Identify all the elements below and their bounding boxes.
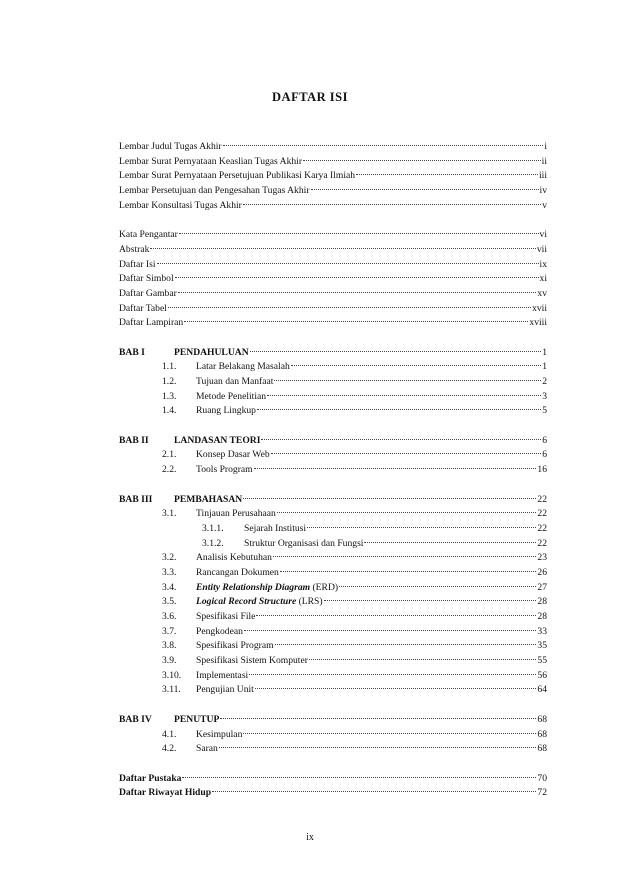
toc-entry-suffix: (LRS) (296, 596, 323, 608)
toc-entry-number: 3.1.1. (202, 522, 224, 534)
toc-entry-label: Lembar Judul Tugas Akhir (119, 141, 222, 152)
toc-entry[interactable] (119, 346, 547, 361)
toc-entry-label: Lembar Surat Pernyataan Persetujuan Publikasi Karya Ilmiah (119, 170, 356, 182)
toc-entry-page: 22 (537, 508, 547, 520)
toc-entry-label: Kata Pengantar (119, 229, 178, 241)
toc-entry-page: 28 (537, 611, 547, 622)
toc-entry-label: Ruang Lingkup (196, 405, 256, 417)
toc-entry[interactable] (119, 272, 547, 287)
toc-entry-label: Spesifikasi File (196, 611, 256, 622)
toc-entry[interactable] (119, 786, 547, 801)
toc-entry[interactable] (119, 595, 547, 610)
toc-entry[interactable] (119, 493, 547, 508)
dot-leader (184, 321, 528, 322)
toc-entry-number: 1.1. (162, 361, 177, 373)
toc-entry-page: iii (539, 170, 547, 182)
dot-leader (273, 556, 536, 557)
dot-leader (243, 498, 536, 499)
toc-entry-label: Spesifikasi Sistem Komputer (196, 655, 308, 667)
dot-leader (150, 248, 535, 249)
toc-entry[interactable] (119, 258, 547, 273)
toc-entry[interactable] (119, 448, 547, 463)
dot-leader (303, 160, 541, 161)
toc-entry-label: Entity Relationship Diagram (196, 581, 311, 593)
toc-entry[interactable] (119, 360, 547, 375)
toc-entry-label: Metode Penelitian (196, 390, 267, 402)
toc-entry[interactable] (119, 772, 547, 787)
toc-entry-page: 70 (537, 772, 547, 784)
toc-entry[interactable] (119, 551, 547, 566)
toc-entry[interactable] (119, 155, 547, 170)
toc-entry-label: LANDASAN TEORI (174, 434, 261, 446)
toc-entry[interactable] (119, 140, 547, 155)
toc-entry-label: Kesimpulan (196, 728, 243, 740)
toc-entry-page: 22 (537, 522, 547, 534)
dot-leader (220, 718, 536, 719)
toc-entry-label: Spesifikasi Program (196, 640, 274, 652)
toc-entry-page: i (544, 141, 547, 152)
toc-entry[interactable] (119, 566, 547, 581)
dot-leader (261, 439, 541, 440)
dot-leader (275, 644, 537, 645)
toc-entry-label: Konsep Dasar Web (196, 449, 270, 461)
toc-entry-number: 1.4. (162, 405, 177, 417)
toc-entry-page: 2 (542, 376, 547, 387)
toc-entry-number: 3.10. (162, 669, 182, 681)
toc-entry-page: 27 (537, 581, 547, 593)
dot-leader (271, 453, 542, 454)
toc-entry-page: 64 (537, 684, 547, 696)
toc-entry-label: Struktur Organisasi dan Fungsi (244, 537, 364, 549)
toc-entry-page: 16 (537, 464, 547, 476)
toc-entry-number: 3.1. (162, 508, 177, 520)
dot-leader (257, 409, 541, 410)
toc-entry-number: BAB IV (119, 713, 152, 725)
toc-entry-number: 3.11. (162, 684, 181, 696)
toc-entry-number: 1.3. (162, 390, 177, 402)
toc-entry-number: 3.2. (162, 552, 177, 564)
toc-entry-number: 3.9. (162, 655, 177, 667)
dot-leader (255, 688, 537, 689)
toc-entry-page: 3 (542, 390, 547, 402)
toc-entry-page: 33 (537, 625, 547, 637)
toc-entry-label: Pengkodean (196, 625, 243, 637)
toc-entry[interactable] (119, 404, 547, 419)
dot-leader (179, 233, 539, 234)
toc-entry-number: 3.8. (162, 640, 177, 652)
dot-leader (182, 777, 536, 778)
dot-leader (244, 630, 537, 631)
toc-entry-label: Lembar Persetujuan dan Pengesahan Tugas Akhir (119, 185, 310, 197)
toc-entry-page: ix (539, 258, 547, 270)
toc-entry-number: 2.2. (162, 464, 177, 476)
toc-entry[interactable] (119, 610, 547, 625)
dot-leader (219, 747, 537, 748)
toc-entry[interactable] (119, 302, 547, 317)
toc-entry[interactable] (119, 507, 547, 522)
dot-leader (309, 659, 536, 660)
toc-entry-page: 68 (537, 728, 547, 740)
dot-leader (356, 174, 538, 175)
toc-entry[interactable] (119, 434, 547, 449)
toc-entry-label: Abstrak (119, 243, 150, 255)
toc-entry-number: BAB I (119, 346, 145, 358)
toc-entry-page: 23 (537, 552, 547, 564)
dot-leader (307, 527, 536, 528)
toc-entry[interactable] (119, 287, 547, 302)
toc-entry-page: vii (536, 243, 547, 255)
dot-leader (212, 791, 536, 792)
dot-leader (311, 189, 539, 190)
toc-entry[interactable] (119, 199, 547, 214)
dot-leader (364, 542, 536, 543)
toc-entry[interactable] (119, 316, 547, 331)
toc-entry-label: Implementasi (196, 669, 249, 681)
dot-leader (157, 263, 539, 264)
toc-spacer (119, 757, 547, 772)
toc-entry-number: BAB III (119, 493, 153, 505)
toc-entry-page: 28 (537, 596, 547, 608)
toc-entry-label: Daftar Riwayat Hidup (119, 787, 212, 799)
toc-entry[interactable] (119, 169, 547, 184)
toc-entry-number: 3.3. (162, 566, 177, 578)
toc-entry-page: xv (537, 287, 547, 299)
toc-entry-label: Logical Record Structure (196, 596, 297, 608)
dot-leader (175, 277, 539, 278)
dot-leader (178, 292, 537, 293)
toc-entry-label: Daftar Lampiran (119, 317, 184, 329)
page-number: ix (306, 832, 314, 843)
toc-entry-label: Pengujian Unit (196, 684, 254, 696)
toc-entry[interactable] (119, 683, 547, 698)
toc-entry[interactable] (119, 243, 547, 258)
toc-entry-number: 3.1.2. (202, 537, 224, 549)
toc-entry[interactable] (119, 669, 547, 684)
toc-entry-label: Daftar Tabel (119, 302, 167, 314)
toc-entry-label: Sejarah Institusi (244, 522, 307, 534)
dot-leader (324, 600, 537, 601)
toc-entry-suffix: (ERD) (310, 581, 339, 593)
toc-entry[interactable] (119, 228, 547, 243)
toc-entry-number: 3.4. (162, 581, 177, 593)
toc-entry[interactable] (119, 184, 547, 199)
toc-entry-label: Tools Program (196, 464, 253, 476)
toc-entry-page: 22 (537, 493, 547, 505)
table-of-contents (119, 140, 547, 801)
toc-entry-page: 1 (542, 346, 547, 358)
toc-spacer (119, 331, 547, 346)
toc-entry-label: Rancangan Dokumen (196, 566, 279, 578)
toc-entry-number: 4.1. (162, 728, 177, 740)
page-title: DAFTAR ISI (272, 90, 348, 104)
dot-leader (267, 395, 541, 396)
toc-entry-number: 3.7. (162, 625, 177, 637)
dot-leader (243, 733, 536, 734)
toc-entry[interactable] (119, 581, 547, 596)
toc-entry-page: v (542, 199, 547, 211)
toc-entry-number: 4.2. (162, 743, 177, 755)
toc-entry-page: 6 (542, 449, 547, 461)
toc-entry-label: Analisis Kebutuhan (196, 552, 272, 564)
toc-entry[interactable] (119, 639, 547, 654)
toc-spacer (119, 478, 547, 493)
toc-entry-page: 56 (537, 669, 547, 681)
toc-entry-page: 26 (537, 566, 547, 578)
toc-entry-label: Tujuan dan Manfaat (196, 376, 274, 387)
toc-entry[interactable] (119, 742, 547, 757)
toc-entry-page: 72 (537, 787, 547, 799)
toc-entry[interactable] (119, 713, 547, 728)
toc-entry[interactable] (119, 625, 547, 640)
toc-entry-label: Tinjauan Perusahaan (196, 508, 276, 520)
toc-entry-label: Daftar Isi (119, 258, 156, 270)
dot-leader (243, 204, 541, 205)
toc-entry-label: Lembar Surat Pernyataan Keaslian Tugas Akhir (119, 155, 303, 167)
toc-entry-page: ii (541, 155, 547, 167)
toc-entry-page: 55 (537, 655, 547, 667)
toc-entry[interactable] (119, 375, 547, 390)
dot-leader (223, 145, 544, 146)
dot-leader (168, 307, 531, 308)
toc-entry-number: 3.5. (162, 596, 177, 608)
toc-entry[interactable] (119, 463, 547, 478)
toc-entry-label: Latar Belakang Masalah (196, 361, 290, 373)
toc-entry-number: BAB II (119, 434, 149, 446)
toc-entry-label: Daftar Gambar (119, 287, 177, 299)
toc-entry-page: xvii (532, 302, 547, 314)
dot-leader (280, 571, 537, 572)
toc-spacer (119, 419, 547, 434)
toc-entry-label: Daftar Simbol (119, 273, 174, 285)
toc-entry[interactable] (119, 537, 547, 552)
dot-leader (277, 512, 537, 513)
toc-entry-page: 22 (537, 537, 547, 549)
toc-entry-page: 1 (542, 361, 547, 373)
toc-entry-page: 6 (542, 434, 547, 446)
dot-leader (249, 674, 536, 675)
toc-entry[interactable] (119, 390, 547, 405)
dot-leader (250, 351, 542, 352)
toc-entry-number: 3.6. (162, 611, 177, 622)
dot-leader (274, 380, 541, 381)
toc-entry-page: 35 (537, 640, 547, 652)
toc-spacer (119, 213, 547, 228)
dot-leader (256, 615, 536, 616)
toc-entry-number: 2.1. (162, 449, 177, 461)
toc-entry-label: Lembar Konsultasi Tugas Akhir (119, 199, 242, 211)
toc-entry-label: PENUTUP (174, 713, 220, 725)
toc-spacer (119, 698, 547, 713)
toc-entry-label: Saran (196, 743, 218, 755)
toc-entry-page: vi (539, 229, 547, 241)
toc-entry-label: PEMBAHASAN (174, 493, 243, 505)
dot-leader (339, 586, 536, 587)
toc-entry-page: xviii (529, 317, 547, 329)
dot-leader (291, 365, 541, 366)
toc-entry-page: iv (539, 185, 547, 197)
toc-entry-label: Daftar Pustaka (119, 772, 182, 784)
toc-entry[interactable] (119, 654, 547, 669)
toc-entry[interactable] (119, 728, 547, 743)
dot-leader (254, 468, 537, 469)
toc-entry-number: 1.2. (162, 376, 177, 387)
toc-entry-page: 68 (537, 743, 547, 755)
toc-entry-page: 5 (542, 405, 547, 417)
toc-entry-page: 68 (537, 713, 547, 725)
toc-entry-label: PENDAHULUAN (174, 346, 249, 358)
toc-entry-page: xi (539, 273, 547, 285)
toc-entry[interactable] (119, 522, 547, 537)
